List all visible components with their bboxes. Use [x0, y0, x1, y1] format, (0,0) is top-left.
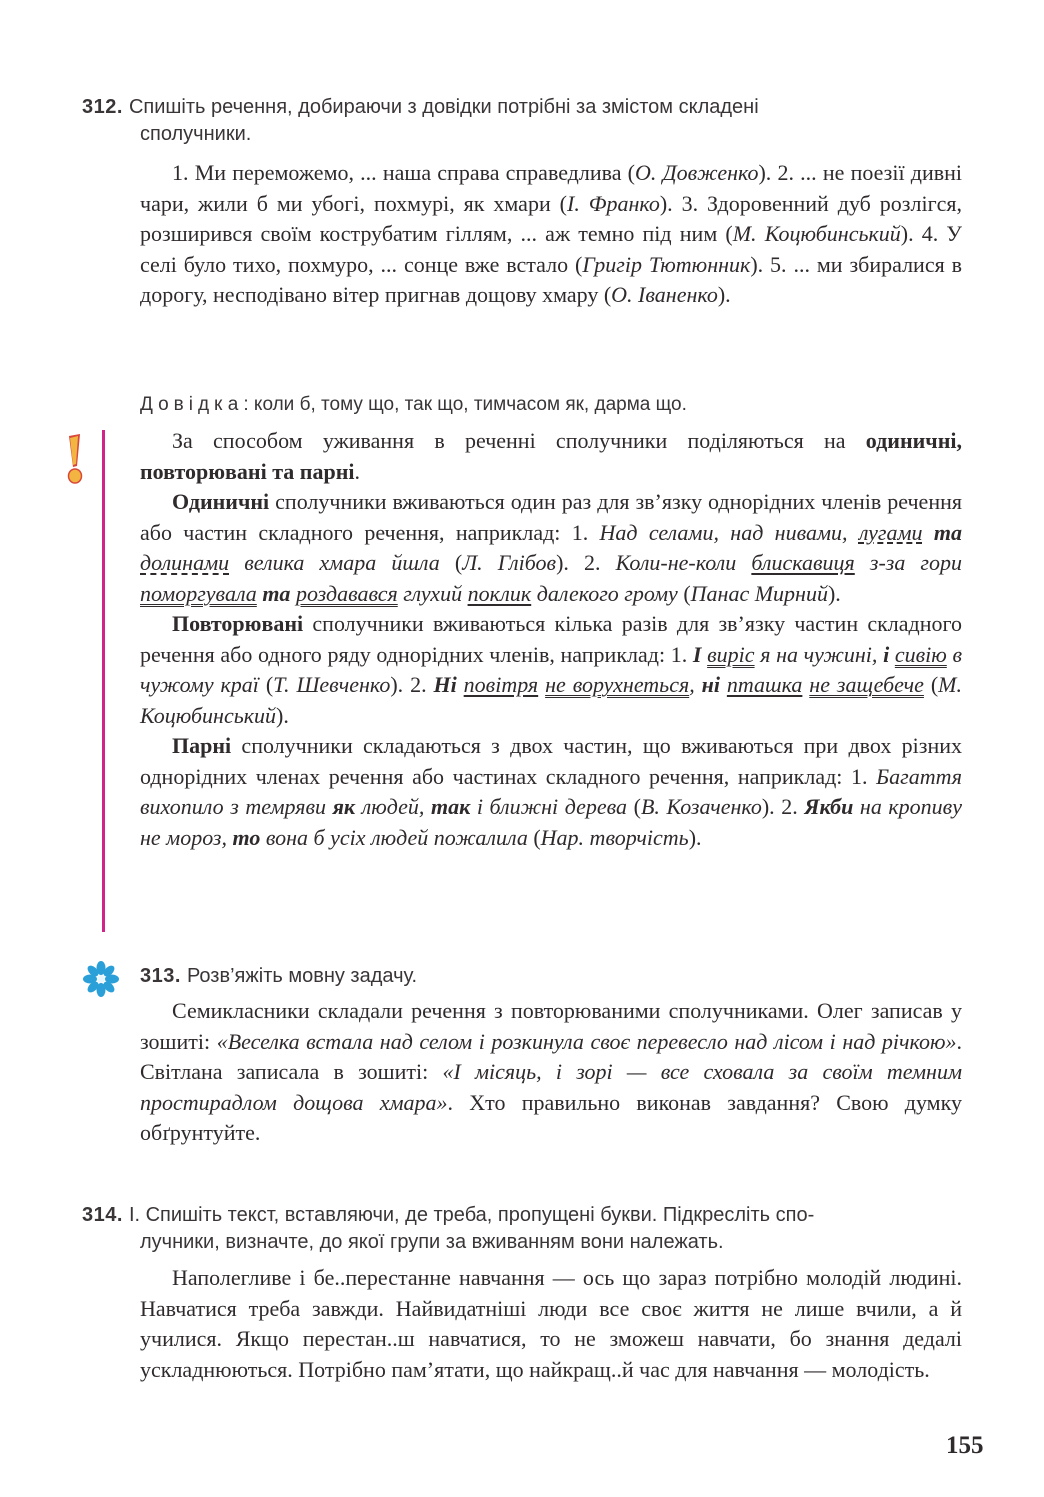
underlined-word: роздавався	[295, 580, 398, 606]
conjunction: Якби	[804, 794, 854, 819]
author: В. Козаченко	[640, 794, 762, 819]
underlined-word: виріс	[707, 641, 755, 667]
example: на кропиву не мороз,	[140, 794, 962, 850]
punct: ).	[276, 702, 289, 728]
text: та	[266, 458, 300, 484]
conjunction: І	[692, 641, 702, 667]
text: сполучники вживаються один раз для зв’язку однорідних членів речення або частин складного речення, наприклад: 1.	[140, 489, 962, 545]
term: парні	[299, 458, 355, 484]
rule-intro	[140, 426, 962, 487]
exercise-313-header	[140, 963, 962, 990]
rule-accent-bar	[102, 430, 105, 932]
sentences-paragraph	[140, 158, 962, 311]
underlined-word: не защебече	[809, 672, 924, 697]
sentence-1: 1. Ми переможемо, ... наша справа справедлива (	[172, 160, 636, 185]
underlined-word: сивію	[894, 641, 947, 667]
rule-paired	[140, 731, 962, 853]
text: За способом уживання в реченні сполучники поділяються на	[172, 428, 866, 453]
punct: (	[258, 672, 274, 697]
space	[457, 672, 464, 697]
term: Повторювані	[172, 611, 304, 636]
example: Багаття вихопило з темряви	[140, 763, 962, 819]
flower-icon	[82, 960, 120, 998]
underlined-word: пташка	[726, 672, 803, 697]
conjunction: та	[933, 519, 962, 545]
punct: (	[923, 672, 939, 697]
punct: ).	[688, 824, 702, 850]
example: ,	[689, 672, 702, 697]
punct: ).	[717, 282, 731, 307]
example: людей,	[355, 794, 431, 819]
exclamation-icon	[60, 432, 90, 490]
example: Над селами, над нивами,	[599, 519, 859, 545]
exercise-313-text	[140, 996, 962, 1149]
sentence-4: 4. У селі було тихо, похмуро, ... сонце вже встало (	[140, 221, 962, 277]
quote: «Веселка встала над селом і розкинула своє перевесло над лісом і над річкою»	[216, 1028, 957, 1054]
example: глухий	[397, 580, 468, 606]
exercise-312-sentences	[140, 158, 962, 311]
author: М. Коцюбинський	[732, 221, 901, 246]
punct: ).	[758, 160, 772, 185]
text: сполучники вживаються кілька разів для зв’язку частин складного речення або одного ряду однорідних членів, наприклад: 1.	[140, 611, 962, 667]
underlined-word: поморгувала	[140, 580, 257, 606]
space	[923, 520, 934, 545]
rule-repeated	[140, 609, 962, 731]
example: Коли-не-коли	[615, 550, 752, 575]
exercise-instruction: І. Спишіть текст, вставляючи, де треба, пропущені букви. Підкресліть спо-	[128, 1204, 815, 1226]
task-paragraph	[140, 996, 962, 1149]
example: далекого грому	[531, 580, 678, 606]
example: я на чужині,	[754, 641, 884, 667]
example: з-за гори	[854, 550, 963, 575]
exercise-instruction: Розв’яжіть мовну задачу.	[186, 965, 418, 987]
underlined-word: долинами	[140, 550, 230, 575]
author: І. Франко	[567, 190, 660, 216]
underlined-word: поклик	[467, 580, 532, 606]
conjunction: так	[430, 794, 471, 819]
sentence-2: 2. ... не поезії дивні чари, жили б ми убогі, похмурі, як хмари (	[140, 160, 962, 216]
punct: (	[627, 794, 641, 819]
term: Парні	[172, 733, 232, 758]
hint-note	[140, 394, 687, 416]
punct: (	[677, 580, 691, 606]
text: . Хто правильно виконав завдання? Свою думку обґрунтуйте.	[140, 1089, 962, 1145]
exercise-number: 312.	[82, 96, 123, 118]
punct: ).	[827, 580, 841, 606]
punct: ).	[900, 221, 914, 246]
conjunction: як	[332, 794, 356, 819]
underlined-word: лугами	[858, 519, 923, 545]
punct: ). 2.	[390, 672, 434, 697]
punct: ).	[750, 251, 764, 277]
author: О. Іваненко	[611, 282, 718, 307]
hint-label: Довідка	[140, 394, 244, 415]
exercise-number: 314.	[82, 1204, 123, 1226]
text: . Світлана записала в зошиті:	[140, 1028, 962, 1084]
author: Панас Мирний	[690, 580, 828, 606]
page-number: 155	[946, 1432, 984, 1459]
conjunction: то	[232, 824, 261, 850]
exercise-instruction-cont: лучники, визначте, до якої групи за вживанням вони належать.	[140, 1231, 724, 1253]
author: О. Довженко	[635, 160, 759, 185]
exercise-instruction: Спишіть речення, добираючи з довідки потрібні за змістом складені	[128, 96, 759, 118]
underlined-word: повітря	[463, 672, 539, 697]
punct: ).	[659, 190, 673, 216]
example: велика хмара йшла	[229, 550, 440, 575]
author: Григір Тютюнник	[582, 251, 751, 277]
punct: (	[527, 824, 541, 850]
rule-single	[140, 487, 962, 609]
quote: «І місяць, і зорі — все сховала за своїм темним простирадлом дощова хмара»	[140, 1059, 962, 1115]
punct: ). 2.	[556, 550, 616, 575]
underlined-word: не ворухнеться	[545, 672, 690, 697]
conjunction: Ні	[433, 672, 457, 697]
example: і ближні дерева	[470, 794, 628, 819]
exercise-314-header	[82, 1202, 962, 1256]
conjunction: ні	[701, 672, 720, 697]
text: сполучники складаються з двох частин, що вживаються при двох різних однорідних членах речення або частинах складного речення, наприклад: 1.	[140, 733, 962, 789]
example: вона б усіх людей пожалила	[260, 824, 528, 850]
author: Нар. творчість	[540, 824, 689, 850]
rule-block	[140, 426, 962, 853]
punct: .	[354, 458, 360, 484]
punct: (	[439, 550, 463, 575]
exercise-312-header	[82, 94, 962, 148]
author: М. Коцюбинський	[140, 672, 962, 728]
term: одиничні, повторювані	[140, 428, 962, 484]
underlined-word: блискавиця	[751, 550, 855, 575]
exercise-number: 313.	[140, 965, 181, 987]
punct: ). 2.	[761, 794, 805, 819]
term: Одиничні	[172, 489, 270, 514]
exercise-314-text	[140, 1263, 962, 1385]
conjunction: та	[262, 580, 291, 606]
sentence-3: 3. Здоровенний дуб розлігся, розширився своїм кострубатим гіллям, ... аж темно під ним (	[140, 190, 962, 246]
task-paragraph: Наполегливе і бе..перестанне навчання — ось що зараз потрібно молодій людині. Навчатися треба завжди. Найвидатніші люди все своє життя не лише вчили, а й училися. Якщо перестан..ш навчатися, то не зможеш навчати, бо знання дедалі ускладнюються. Потрібно пам’ятати, що найкращ..й час для навчання — молодість.	[140, 1265, 962, 1382]
space	[720, 672, 727, 697]
author: Т. Шевченко	[273, 672, 391, 697]
sentence-5: 5. ... ми збиралися в дорогу, несподівано вітер пригнав дощову хмару (	[140, 251, 962, 307]
hint-text: : коли б, тому що, так що, тимчасом як, дарма що.	[243, 394, 687, 415]
text: Семикласники складали речення з повторюваними сполучниками. Олег записав у зошиті:	[140, 998, 962, 1054]
author: Л. Глібов	[462, 550, 557, 575]
example: в чужому краї	[140, 641, 963, 697]
exercise-instruction-cont: сполучники.	[140, 123, 252, 145]
conjunction: і	[883, 641, 890, 667]
